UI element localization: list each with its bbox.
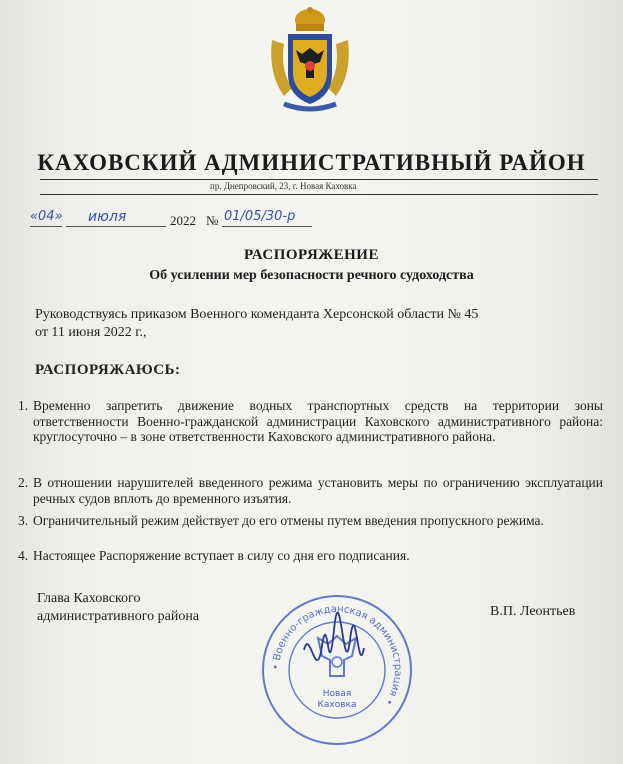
- list-item-number: 2.: [18, 475, 29, 490]
- number-sign: №: [206, 213, 219, 228]
- list-item: [18, 513, 603, 529]
- signatory-position-line-2: административного района: [37, 609, 200, 624]
- number-underline: [222, 226, 312, 227]
- list-item: [18, 475, 603, 506]
- official-seal: [258, 590, 416, 750]
- signatory-position-line-1: Глава Каховского: [37, 591, 141, 606]
- coat-of-arms-icon: [262, 4, 358, 116]
- list-item-text: Ограничительный режим действует до его отмены путем введения пропускного режима.: [33, 513, 544, 528]
- date-year: 2022: [170, 213, 196, 228]
- seal-center-line-1: Новая: [322, 689, 352, 699]
- header-rule-bottom: [40, 194, 598, 195]
- org-name: КАХОВСКИЙ АДМИНИСТРАТИВНЫЙ РАЙОН: [37, 150, 586, 175]
- list-item-number: 4.: [18, 548, 29, 563]
- preamble-line-2: от 11 июня 2022 г.,: [35, 325, 147, 340]
- list-item-text: Настоящее Распоряжение вступает в силу со дня его подписания.: [33, 548, 410, 563]
- signatory-name: В.П. Леонтьев: [490, 604, 576, 619]
- header-rule-top: [40, 179, 598, 180]
- seal-ring-text: • Военно-гражданская администрация •: [270, 603, 404, 708]
- list-item-number: 3.: [18, 513, 29, 528]
- list-item-text: Временно запретить движение водных транспортных средств на территории зоны ответственности Военно-гражданской администрации Каховского административного района: круглосуточно – в зоне ответственности Каховского административного района.: [33, 398, 603, 444]
- list-item: [18, 398, 603, 445]
- date-month: июля: [88, 209, 127, 225]
- list-item-text: В отношении нарушителей введенного режима установить меры по ограничению эксплуатации речных судов вплоть до временного изъятия.: [33, 475, 603, 506]
- day-underline: [30, 226, 62, 227]
- preamble-line-1: Руководствуясь приказом Военного коменданта Херсонской области № 45: [35, 307, 479, 322]
- org-address: пр. Днепровский, 23, г. Новая Каховка: [210, 181, 357, 191]
- document-type: РАСПОРЯЖЕНИЕ: [244, 247, 379, 263]
- date-day: «04»: [30, 209, 63, 224]
- order-heading: РАСПОРЯЖАЮСЬ:: [35, 362, 181, 378]
- list-item-number: 1.: [18, 398, 29, 413]
- doc-number: 01/05/30-р: [224, 209, 296, 224]
- list-item: [18, 548, 603, 564]
- seal-center-line-2: Каховка: [317, 700, 357, 710]
- month-underline: [66, 226, 166, 227]
- document-subject: Об усилении мер безопасности речного судоходства: [149, 268, 474, 283]
